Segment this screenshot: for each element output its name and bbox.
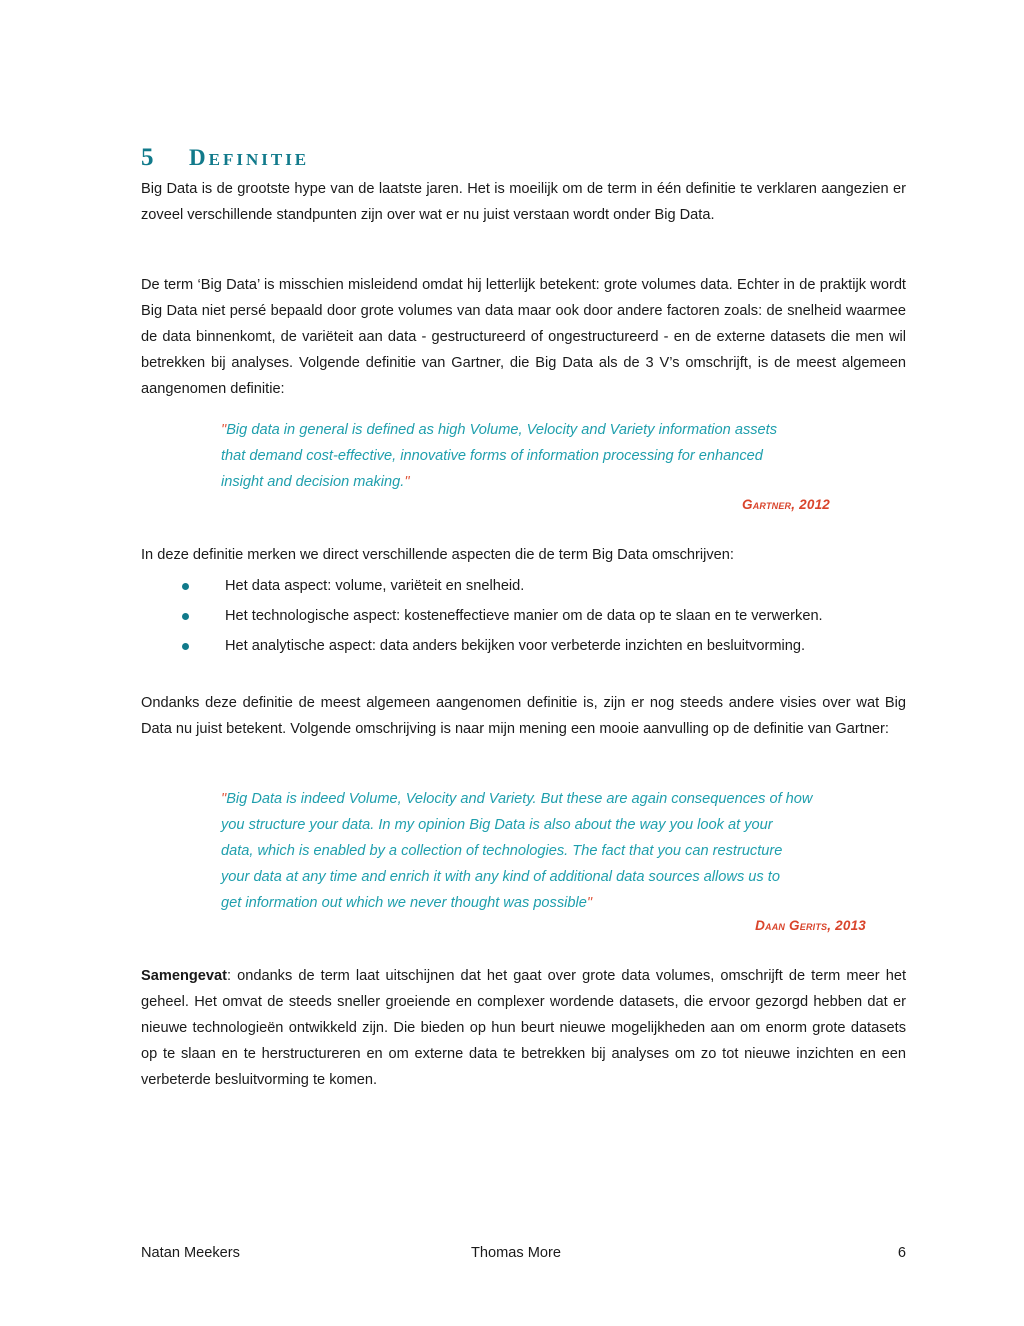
paragraph-term (141, 272, 906, 402)
quote-close-mark: " (586, 895, 593, 911)
section-title (189, 145, 309, 171)
bullet-icon (182, 613, 189, 620)
quote-gerits-line-1 (221, 786, 812, 812)
list-item (182, 575, 902, 598)
footer-author: Natan Meekers (141, 1245, 240, 1261)
quote-gerits-text-1: Big Data is indeed Volume, Velocity and Variety. But these are again consequences of how (226, 791, 813, 807)
quote-gerits-line-5 (221, 890, 812, 916)
quote-open-mark: " (221, 422, 227, 438)
paragraph-summary (141, 963, 906, 1093)
quote-gartner-line-2: that demand cost-effective, innovative forms of information processing for enhanced (221, 448, 763, 464)
quote-gerits (221, 786, 812, 916)
list-item-text: Het technologische aspect: kosteneffectieve manier om de data op te slaan en te verwerken. (225, 608, 823, 624)
paragraph-intro (141, 176, 906, 228)
paragraph-summary-text (141, 963, 906, 1093)
aspect-list (182, 575, 902, 665)
section-heading (141, 144, 309, 172)
section-number: 5 (141, 144, 154, 171)
quote-gerits-source: Daan Gerits, 2013 (755, 918, 866, 933)
summary-text: : ondanks de term laat uitschijnen dat het gaat over grote data volumes, omschrijft de term meer het geheel. Het omvat de steeds sneller groeiende en complexer wordende datasets, die ervoor gezorgd hebben dat er nieuwe technologieën ontwikkeld zijn. Die bieden op hun beurt nieuwe mogelijkheden aan om enorm grote datasets op te slaan en te herstructureren en om externe data te betrekken bij analyses om zo tot nieuwe inzichten en een verbeterde besluitvorming te komen. (141, 968, 906, 1088)
paragraph-term-text: De term ‘Big Data’ is misschien misleidend omdat hij letterlijk betekent: grote volumes data. Echter in de praktijk wordt Big Data niet persé bepaald door grote volumes van data maar ook door andere factoren zoals: de snelheid waarmee de data binnenkomt, de variëteit aan data - gestructureerd of ongestructureerd - en de externe datasets die men wil betrekken bij analyses. Volgende definitie van Gartner, die Big Data als de 3 V’s omschrijft, is de meest algemeen aangenomen definitie: (141, 277, 906, 397)
paragraph-intro-text: Big Data is de grootste hype van de laatste jaren. Het is moeilijk om de term in één definitie te verklaren aangezien er zoveel verschillende standpunten zijn over wat er nu juist verstaan wordt onder Big Data. (141, 181, 906, 223)
quote-open-mark: " (221, 791, 227, 807)
summary-label: Samengevat (141, 968, 227, 984)
footer-school: Thomas More (471, 1245, 562, 1261)
quote-gerits-line-4: your data at any time and enrich it with any kind of additional data sources allows us to (221, 869, 780, 885)
quote-gerits-text-5: get information out which we never thought was possible (221, 895, 587, 911)
paragraph-aspects (141, 542, 906, 568)
list-item-text: Het data aspect: volume, variëteit en snelheid. (225, 578, 525, 594)
paragraph-other-views-text: Ondanks deze definitie de meest algemeen aangenomen definitie is, zijn er nog steeds andere visies over wat Big Data nu juist betekent. Volgende omschrijving is naar mijn mening een mooie aanvulling op de definitie van Gartner: (141, 695, 906, 737)
section-title-initial: D (189, 145, 209, 170)
quote-close-mark: " (404, 474, 410, 490)
quote-gerits-line-3: data, which is enabled by a collection of technologies. The fact that you can restructure (221, 843, 783, 859)
bullet-icon (182, 643, 189, 650)
paragraph-aspects-text: In deze definitie merken we direct verschillende aspecten die de term Big Data omschrijven: (141, 547, 734, 563)
bullet-icon (182, 583, 189, 590)
quote-gartner (221, 417, 777, 495)
quote-gartner-source: Gartner, 2012 (742, 497, 830, 512)
quote-gartner-text-3: insight and decision making. (221, 474, 405, 490)
list-item (182, 605, 902, 628)
footer-page-number: 6 (897, 1245, 906, 1261)
quote-gartner-text-1: Big data in general is defined as high Volume, Velocity and Variety information assets (226, 422, 778, 438)
list-item-text: Het analytische aspect: data anders bekijken voor verbeterde inzichten en besluitvorming. (225, 638, 806, 654)
section-title-rest: EFINITIE (208, 150, 310, 169)
list-item (182, 635, 902, 658)
quote-gerits-line-2: you structure your data. In my opinion Big Data is also about the way you look at your (221, 817, 773, 833)
quote-gartner-line-3 (221, 469, 777, 495)
paragraph-other-views (141, 690, 906, 742)
quote-gartner-line-1 (221, 417, 777, 443)
